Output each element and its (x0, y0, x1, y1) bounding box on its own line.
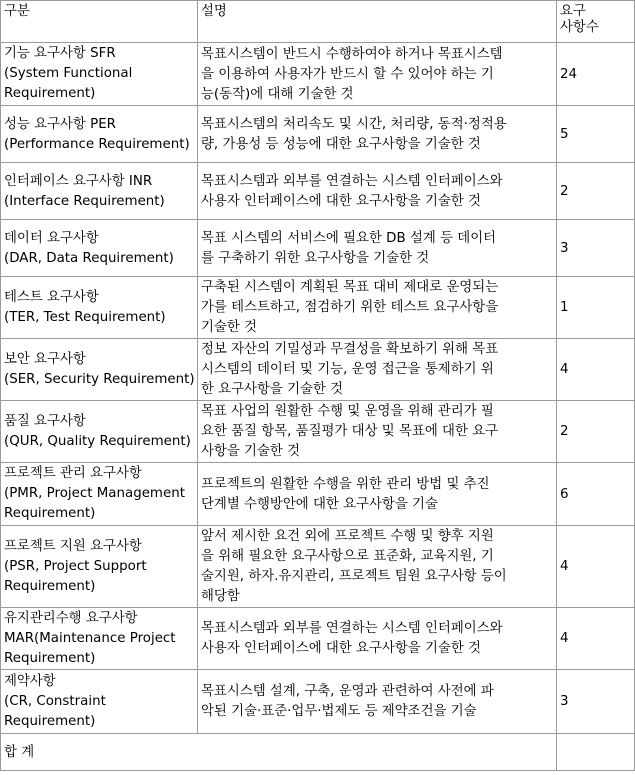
description-cell: 목표 사업의 원활한 수행 및 운영을 위해 관리가 필 요한 품질 항목, 품질평가 대상 및 목표에 대한 요구 사항을 기술한 것 (198, 401, 557, 463)
count-cell: 2 (557, 401, 635, 463)
description-cell: 목표시스템과 외부를 연결하는 시스템 인터페이스와 사용자 인터페이스에 대한 요구사항을 기술한 것 (198, 163, 557, 220)
table-row (1, 401, 635, 463)
count-cell: 24 (557, 43, 635, 106)
total-row (1, 734, 635, 771)
table-row (1, 670, 635, 734)
description-cell: 목표시스템이 반드시 수행하여야 하거나 목표시스템 을 이용하여 사용자가 반드시 할 수 있어야 하는 기 능(동작)에 대해 기술한 것 (198, 43, 557, 106)
description-cell: 목표 시스템의 서비스에 필요한 DB 설계 등 데이터 를 구축하기 위한 요구사항을 기술한 것 (198, 220, 557, 277)
category-cell: 성능 요구사항 PER (Performance Requirement) (1, 106, 198, 163)
table-row (1, 106, 635, 163)
table-row (1, 463, 635, 526)
category-cell: 기능 요구사항 SFR (System Functional Requirement) (1, 43, 198, 106)
description-cell: 목표시스템과 외부를 연결하는 시스템 인터페이스와 사용자 인터페이스에 대한 요구사항을 기술한 것 (198, 608, 557, 670)
table-row (1, 608, 635, 670)
total-label: 합 계 (1, 734, 557, 771)
category-cell: 데이터 요구사항 (DAR, Data Requirement) (1, 220, 198, 277)
category-cell: 유지관리수행 요구사항 MAR(Maintenance Project Requirement) (1, 608, 198, 670)
count-cell: 5 (557, 106, 635, 163)
description-cell: 목표시스템 설계, 구축, 운영과 관련하여 사전에 파 악된 기술·표준·업무·법제도 등 제약조건을 기술 (198, 670, 557, 734)
category-cell: 테스트 요구사항 (TER, Test Requirement) (1, 277, 198, 339)
count-cell: 3 (557, 220, 635, 277)
description-cell: 앞서 제시한 요건 외에 프로젝트 수행 및 향후 지원 을 위해 필요한 요구사항으로 표준화, 교육지원, 기 술지원, 하자.유지관리, 프로젝트 팀원 요구사항 등이 해당함 (198, 526, 557, 608)
table-row (1, 43, 635, 106)
table-row (1, 220, 635, 277)
category-cell: 품질 요구사항 (QUR, Quality Requirement) (1, 401, 198, 463)
table-row (1, 163, 635, 220)
description-cell: 목표시스템의 처리속도 및 시간, 처리량, 동적·정적용 량, 가용성 등 성능에 대한 요구사항을 기술한 것 (198, 106, 557, 163)
header-count: 요구 사항수 (557, 1, 635, 43)
header-description: 설명 (198, 1, 557, 43)
header-category: 구분 (1, 1, 198, 43)
table-row (1, 526, 635, 608)
description-cell: 정보 자산의 기밀성과 무결성을 확보하기 위해 목표 시스템의 데이터 및 기능, 운영 접근을 통제하기 위 한 요구사항을 기술한 것 (198, 339, 557, 401)
description-cell: 프로젝트의 원활한 수행을 위한 관리 방법 및 추진 단계별 수행방안에 대한 요구사항을 기술 (198, 463, 557, 526)
count-cell: 4 (557, 608, 635, 670)
category-cell: 인터페이스 요구사항 INR (Interface Requirement) (1, 163, 198, 220)
count-cell: 3 (557, 670, 635, 734)
total-count (557, 734, 635, 771)
count-cell: 2 (557, 163, 635, 220)
category-cell: 제약사항 (CR, Constraint Requirement) (1, 670, 198, 734)
count-cell: 4 (557, 526, 635, 608)
count-cell: 6 (557, 463, 635, 526)
header-row (1, 1, 635, 43)
table-row (1, 277, 635, 339)
category-cell: 보안 요구사항 (SER, Security Requirement) (1, 339, 198, 401)
category-cell: 프로젝트 관리 요구사항 (PMR, Project Management Requirement) (1, 463, 198, 526)
count-cell: 4 (557, 339, 635, 401)
description-cell: 구축된 시스템이 계획된 목표 대비 제대로 운영되는 가를 테스트하고, 점검하기 위한 테스트 요구사항을 기술한 것 (198, 277, 557, 339)
count-cell: 1 (557, 277, 635, 339)
table-row (1, 339, 635, 401)
category-cell: 프로젝트 지원 요구사항 (PSR, Project Support Requirement) (1, 526, 198, 608)
